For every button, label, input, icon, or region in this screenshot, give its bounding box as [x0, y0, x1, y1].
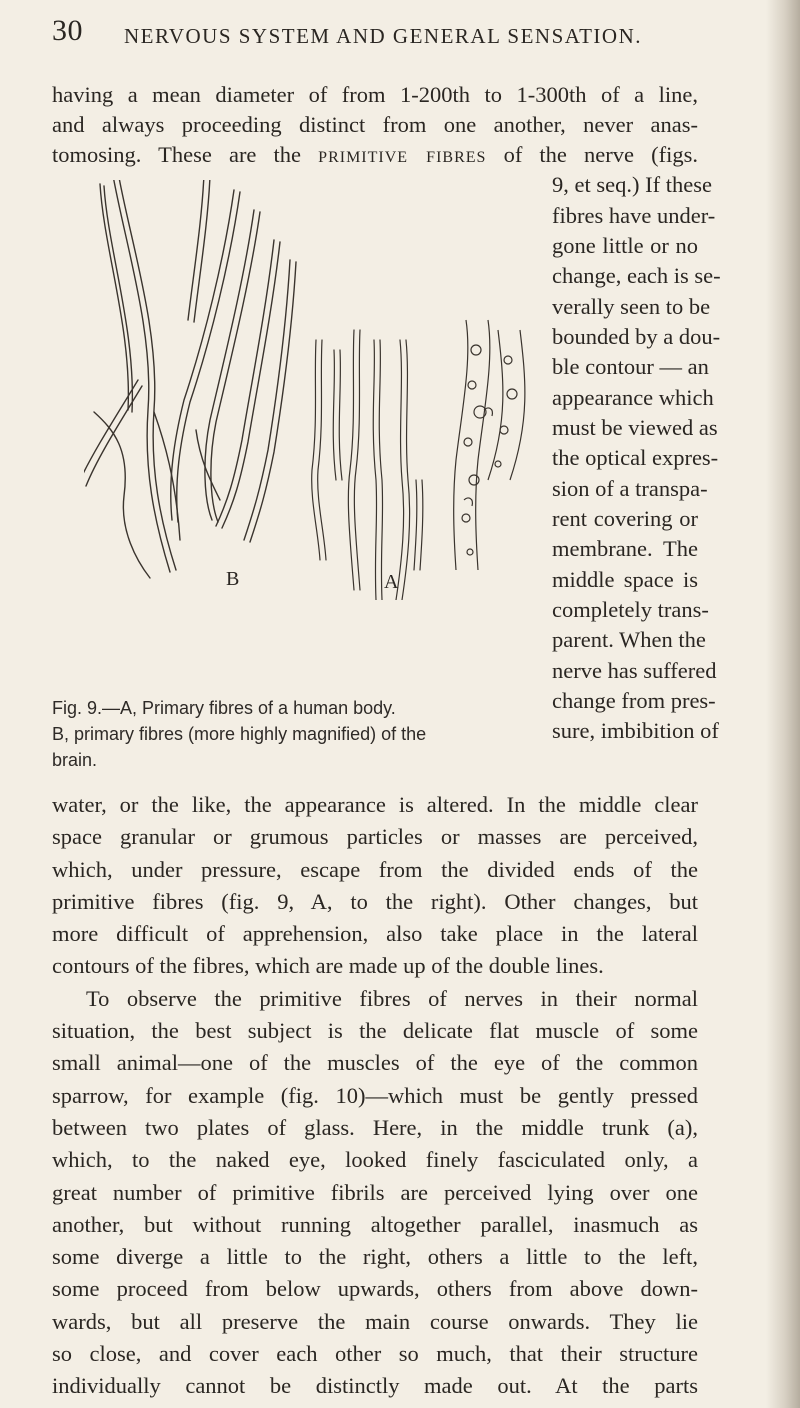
body-line: wards, but all preserve the main course onwards. They lie [52, 1308, 698, 1334]
body-line: which, to the naked eye, looked finely fasciculated only, a [52, 1147, 698, 1173]
figure-caption-line: brain. [52, 750, 98, 770]
column-line: verally seen to be [552, 294, 711, 319]
body-line: situation, the best subject is the delicate flat muscle of some [52, 1018, 698, 1044]
body-line: space granular or grumous particles or masses are perceived, [52, 824, 698, 850]
body-line: primitive fibres (fig. 9, A, to the right). Other changes, but [52, 888, 698, 914]
body-line: another, but without running altogether parallel, inasmuch as [52, 1211, 698, 1237]
column-line: fibres have under- [552, 203, 716, 228]
column-line: ble contour — an [552, 354, 709, 379]
column-line: completely trans- [552, 597, 709, 622]
figure-caption-line: B, primary fibres (more highly magnified) of the [52, 724, 427, 744]
page-number: 30 [52, 14, 83, 47]
body-line: more difficult of apprehension, also take place in the lateral [52, 921, 698, 947]
body-line: so close, and cover each other so much, that their structure [52, 1341, 698, 1367]
column-line: bounded by a dou- [552, 324, 721, 349]
text-line-2: and always proceeding distinct from one another, never anas- [52, 112, 698, 137]
column-line: must be viewed as [552, 415, 718, 440]
running-head [0, 14, 800, 54]
figure-a-granular-fibres [454, 320, 525, 600]
figure-label-b: B [226, 568, 240, 590]
body-line: contours of the fibres, which are made up of the double lines. [52, 953, 604, 979]
column-line: appearance which [552, 385, 714, 410]
column-line: sion of a transpa- [552, 476, 708, 501]
column-line: gone little or no [552, 233, 698, 258]
column-line: the optical expres- [552, 445, 719, 470]
primitive-fibres-term: primitive fibres [318, 142, 487, 167]
body-line: sparrow, for example (fig. 10)—which must be gently pressed [52, 1082, 698, 1108]
column-line: nerve has suffered [552, 658, 717, 683]
body-line: some proceed from below upwards, others from above down- [52, 1276, 698, 1302]
column-line: membrane. The [552, 536, 698, 561]
column-line: rent covering or [552, 506, 698, 531]
text-line-1: having a mean diameter of from 1-200th to 1-300th of a line, [52, 82, 698, 107]
column-line: change, each is se- [552, 263, 721, 288]
body-line: individually cannot be distinctly made out. At the parts [52, 1373, 698, 1399]
running-title: NERVOUS SYSTEM AND GENERAL SENSATION. [124, 24, 642, 48]
figure-a-fibres [312, 330, 423, 600]
body-line: which, under pressure, escape from the divided ends of the [52, 856, 698, 882]
body-line: great number of primitive fibrils are perceived lying over one [52, 1179, 698, 1205]
column-line: sure, imbibition of [552, 718, 719, 743]
column-line: 9, et seq.) If these [552, 172, 712, 197]
text-line-3-start: tomosing. These are the [52, 142, 319, 167]
body-line: small animal—one of the muscles of the eye of the common [52, 1050, 698, 1076]
column-line: middle space is [552, 567, 698, 592]
body-line: between two plates of glass. Here, in the middle trunk (a), [52, 1114, 698, 1140]
body-text [52, 792, 698, 1406]
figure-caption-line: Fig. 9.—A, Primary fibres of a human body. [52, 698, 396, 718]
page-edge-shadow [766, 0, 800, 1408]
column-line: change from pres- [552, 688, 716, 713]
text-line-3 [52, 142, 698, 168]
column-line: parent. When the [552, 627, 706, 652]
nerve-fibres-engraving [84, 180, 544, 600]
body-line: To observe the primitive fibres of nerves in their normal [86, 985, 698, 1011]
figure-label-a: A [384, 571, 399, 593]
figure-b-fibres [84, 180, 296, 578]
body-line: water, or the like, the appearance is altered. In the middle clear [52, 792, 698, 817]
text-line-3-end: of the nerve (figs. [486, 142, 699, 167]
body-line: some diverge a little to the right, others a little to the left, [52, 1244, 698, 1270]
